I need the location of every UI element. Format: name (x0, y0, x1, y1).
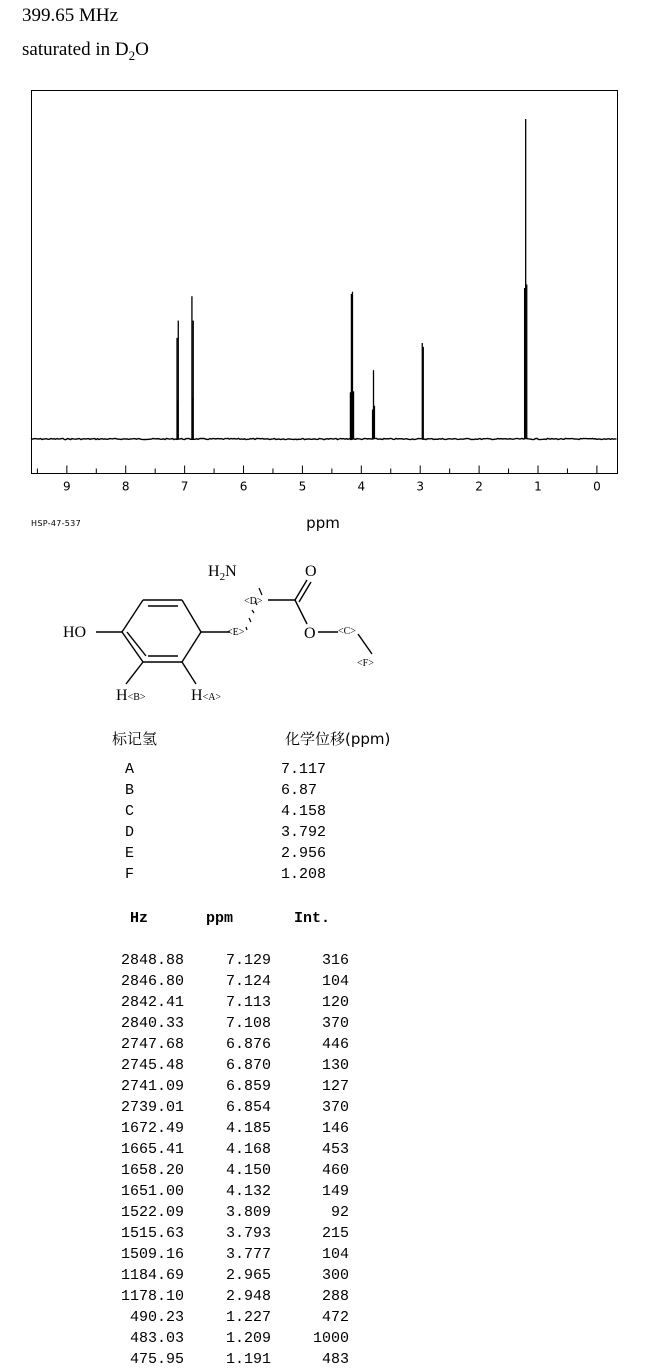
peak-row (0, 1057, 652, 1078)
x-tick-label: 5 (298, 479, 307, 494)
peak-row (0, 1036, 652, 1057)
peak-ppm: 2.965 (225, 1267, 271, 1284)
peak-header-ppm: ppm (206, 910, 234, 927)
x-tick-label: 1 (534, 479, 542, 494)
peak-int: 104 (321, 1246, 349, 1263)
peak-hz: 475.95 (129, 1351, 184, 1368)
assignment-header-shift: 化学位移(ppm) (285, 730, 391, 748)
assignment-row (0, 845, 652, 866)
solvent-label (22, 39, 149, 67)
hashed-wedge-bond (246, 588, 262, 630)
assignment-shift: 6.87 (281, 782, 318, 799)
peak-row (0, 1204, 652, 1225)
peak-row (0, 1246, 652, 1267)
assignment-row (0, 803, 652, 824)
peak-int: 460 (321, 1162, 349, 1179)
assignment-row (0, 866, 652, 887)
peak-int: 104 (321, 973, 349, 990)
assignment-label: F (125, 866, 135, 883)
peak-hz: 2840.33 (120, 1015, 184, 1032)
peak-ppm: 4.150 (225, 1162, 271, 1179)
label-ha: H<A> (191, 687, 222, 704)
assignment-header (0, 728, 652, 752)
tag-e: <E> (227, 627, 245, 638)
peak-row (0, 1183, 652, 1204)
peak-row (0, 1099, 652, 1120)
peak-hz: 2842.41 (120, 994, 184, 1011)
spectrum-baseline (32, 438, 617, 439)
assignment-shift: 3.792 (281, 824, 327, 841)
peak-int: 130 (321, 1057, 349, 1074)
x-tick-label: 7 (180, 479, 189, 494)
peak-hz: 2848.88 (120, 952, 184, 969)
x-axis-label: ppm (306, 514, 340, 532)
peak-int: 316 (321, 952, 349, 969)
peak-ppm: 4.168 (225, 1141, 271, 1158)
peak-int: 1000 (312, 1330, 349, 1347)
peak-hz: 490.23 (129, 1309, 184, 1326)
peak-int: 146 (321, 1120, 349, 1137)
peak-row (0, 1267, 652, 1288)
peak-ppm: 3.777 (225, 1246, 271, 1263)
peak-ppm: 6.859 (225, 1078, 271, 1095)
assignment-table (0, 761, 652, 887)
peak-table-header (0, 910, 652, 932)
assignment-row (0, 782, 652, 803)
assignment-label: E (125, 845, 135, 862)
peak-row (0, 952, 652, 973)
spectrum-peaks (32, 119, 617, 440)
peak-hz: 2739.01 (120, 1099, 184, 1116)
x-tick-label: 3 (416, 479, 425, 494)
tag-d: <D> (244, 596, 263, 607)
peak-int: 215 (321, 1225, 349, 1242)
label-ester-o: O (304, 625, 316, 642)
peak-int: 472 (321, 1309, 349, 1326)
peak-int: 288 (321, 1288, 349, 1305)
peak-hz: 1651.00 (120, 1183, 184, 1200)
peak-hz: 1658.20 (120, 1162, 184, 1179)
peak-row (0, 1330, 652, 1351)
peak-int: 446 (321, 1036, 349, 1053)
peak-ppm: 6.870 (225, 1057, 271, 1074)
peak-ppm: 6.854 (225, 1099, 271, 1116)
peak-hz: 1672.49 (120, 1120, 184, 1137)
solvent-prefix: saturated in D (22, 39, 129, 60)
label-amine: $H_2N$ (208, 563, 237, 583)
x-tick-label: 0 (593, 479, 601, 494)
label-hb: H<B> (116, 687, 146, 704)
peak-hz: 1515.63 (120, 1225, 184, 1242)
solvent-suffix: O (135, 39, 149, 60)
tag-c: <C> (338, 626, 356, 637)
peak-hz: 1509.16 (120, 1246, 184, 1263)
peak-row (0, 1078, 652, 1099)
peak-ppm: 3.793 (225, 1225, 271, 1242)
peak-hz: 1522.09 (120, 1204, 184, 1221)
peak-hz: 2747.68 (120, 1036, 184, 1053)
peak-table (0, 952, 652, 1372)
tag-f: <F> (357, 658, 374, 669)
assignment-label: D (125, 824, 135, 841)
solvent-subscript: 2 (128, 47, 136, 63)
assignment-row (0, 824, 652, 845)
peak-row (0, 1351, 652, 1372)
x-tick-label: 8 (121, 479, 130, 494)
peak-row (0, 1225, 652, 1246)
peak-ppm: 7.108 (225, 1015, 271, 1032)
peak-int: 120 (321, 994, 349, 1011)
peak-hz: 1665.41 (120, 1141, 184, 1158)
peak-header-hz: Hz (130, 910, 149, 927)
peak-ppm: 4.185 (225, 1120, 271, 1137)
x-tick-label: 2 (475, 479, 483, 494)
peak-ppm: 4.132 (225, 1183, 271, 1200)
peak-hz: 483.03 (129, 1330, 184, 1347)
x-axis-tick-labels (63, 480, 601, 494)
peak-int: 370 (321, 1099, 349, 1116)
peak-hz: 1184.69 (120, 1267, 184, 1284)
plot-frame (32, 91, 618, 474)
peak-ppm: 1.227 (225, 1309, 271, 1326)
assignment-shift: 1.208 (281, 866, 327, 883)
peak-ppm: 7.124 (225, 973, 271, 990)
assignment-shift: 4.158 (281, 803, 327, 820)
peak-int: 483 (321, 1351, 349, 1368)
spectrometer-frequency: 399.65 MHz (22, 5, 119, 26)
peak-hz: 2741.09 (120, 1078, 184, 1095)
peak-int: 300 (321, 1267, 349, 1284)
peak-ppm: 6.876 (225, 1036, 271, 1053)
peak-row (0, 1015, 652, 1036)
peak-row (0, 994, 652, 1015)
x-tick-label: 9 (63, 479, 71, 494)
peak-ppm: 1.191 (225, 1351, 271, 1368)
x-axis-ticks (37, 466, 596, 474)
peak-row (0, 1141, 652, 1162)
assignment-row (0, 761, 652, 782)
peak-ppm: 7.129 (225, 952, 271, 969)
label-carbonyl-o: O (305, 563, 317, 580)
assignment-label: A (125, 761, 135, 778)
peak-row (0, 1288, 652, 1309)
peak-int: 127 (321, 1078, 349, 1095)
assignment-label: B (125, 782, 135, 799)
assignment-header-label: 标记氢 (112, 730, 158, 748)
peak-ppm: 3.809 (225, 1204, 271, 1221)
peak-int: 149 (321, 1183, 349, 1200)
label-ho: HO (63, 624, 87, 641)
assignment-shift: 7.117 (281, 761, 327, 778)
benzene-ring (122, 600, 201, 662)
x-tick-label: 6 (239, 479, 248, 494)
assignment-label: C (125, 803, 135, 820)
peak-int: 370 (321, 1015, 349, 1032)
peak-hz: 1178.10 (120, 1288, 184, 1305)
peak-hz: 2745.48 (120, 1057, 184, 1074)
peak-row (0, 1309, 652, 1330)
peak-ppm: 1.209 (225, 1330, 271, 1347)
catalog-id: HSP-47-537 (31, 519, 81, 528)
peak-row (0, 1120, 652, 1141)
peak-int: 92 (330, 1204, 349, 1221)
peak-header-int: Int. (294, 910, 331, 927)
peak-hz: 2846.80 (120, 973, 184, 990)
peak-row (0, 973, 652, 994)
x-tick-label: 4 (357, 479, 366, 494)
peak-ppm: 2.948 (225, 1288, 271, 1305)
peak-ppm: 7.113 (225, 994, 271, 1011)
molecule-structure (0, 550, 652, 715)
peak-row (0, 1162, 652, 1183)
assignment-shift: 2.956 (281, 845, 327, 862)
peak-int: 453 (321, 1141, 349, 1158)
